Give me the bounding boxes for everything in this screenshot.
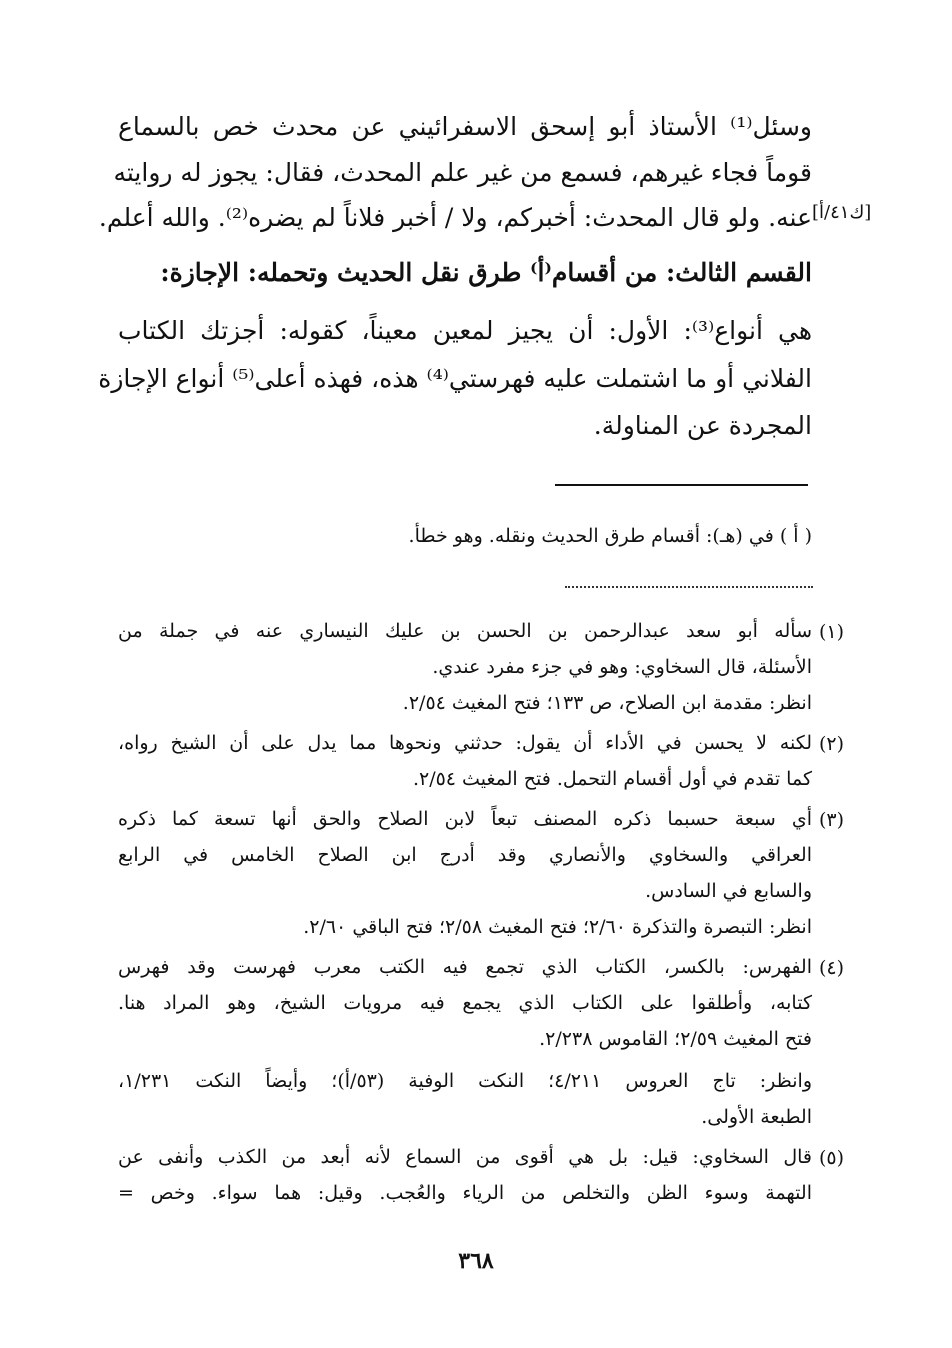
footnote-number: (٥) bbox=[818, 1147, 844, 1169]
body-line: الفلاني أو ما اشتملت عليه فهرستي⁽⁴⁾ هذه، فهذه أعلى⁽⁵⁾ أنواع الإجازة bbox=[98, 364, 812, 393]
body-line: عنه. ولو قال المحدث: أخبركم، ولا / أخبر فلاناً لم يضره⁽²⁾. والله أعلم. bbox=[98, 203, 812, 232]
footnote-line: وانظر: تاج العروس ٤/٢١١؛ النكت الوفية (٥٣/أ)؛ وأيضاً النكت ١/٢٣١، bbox=[118, 1070, 812, 1092]
manuscript-folio-ref: [ك٤١/أ] bbox=[812, 202, 872, 223]
page-number: ٣٦٨ bbox=[458, 1248, 494, 1274]
footnote-line: انظر: التبصرة والتذكرة ٢/٦٠؛ فتح المغيث ٢/٥٨؛ فتح الباقي ٢/٦٠. bbox=[303, 916, 812, 938]
footnote-number: (٤) bbox=[818, 957, 844, 979]
footnote-number: (٢) bbox=[818, 733, 844, 755]
footnote-line: كتابه، وأطلقوا على الكتاب الذي يجمع فيه مرويات الشيخ، وهو المراد هنا. bbox=[118, 992, 812, 1014]
footnote-line: والسابع في السادس. bbox=[645, 880, 812, 902]
body-line: هي أنواع⁽³⁾: الأول: أن يجيز لمعين معيناً، كقوله: أجزتك الكتاب bbox=[118, 316, 812, 345]
dotted-separator bbox=[565, 586, 813, 588]
body-line: المجردة عن المناولة. bbox=[593, 411, 812, 440]
section-heading: القسم الثالث: من أقسام⁽أ⁾ طرق نقل الحديث وتحمله: الإجازة: bbox=[160, 258, 812, 287]
footnote-line: الأسئلة، قال السخاوي: وهو في جزء مفرد عندي. bbox=[432, 656, 812, 678]
variant-note: ( أ ) في (هـ): أقسام طرق الحديث ونقله. وهو خطأ. bbox=[408, 525, 812, 547]
footnote-line: العراقي والسخاوي والأنصاري وقد أدرج ابن الصلاح الخامس في الرابع bbox=[118, 844, 812, 866]
footnote-line: التهمة وسوء الظن والتخلص من الرياء والعُجب. وقيل: هما سواء. وخص = bbox=[118, 1182, 812, 1204]
footnote-line: لكنه لا يحسن في الأداء أن يقول: حدثني ونحوها مما يدل على أن الشيخ رواه، bbox=[118, 732, 812, 754]
footnote-line: أي سبعة حسبما ذكره المصنف تبعاً لابن الصلاح والحق أنها تسعة كما ذكره bbox=[118, 808, 812, 830]
footnote-line: الطبعة الأولى. bbox=[701, 1106, 812, 1128]
body-line: قوماً فجاء غيرهم، فسمع من غير علم المحدث، فقال: يجوز له روايته bbox=[113, 158, 812, 187]
footnote-line: كما تقدم في أول أقسام التحمل. فتح المغيث ٢/٥٤. bbox=[412, 768, 812, 790]
footnote-separator bbox=[555, 484, 808, 486]
footnote-line: انظر: مقدمة ابن الصلاح، ص ١٣٣؛ فتح المغيث ٢/٥٤. bbox=[402, 692, 812, 714]
footnote-line: الفهرس: بالكسر، الكتاب الذي تجمع فيه الكتب معرب فهرست وقد فهرس bbox=[118, 956, 812, 978]
footnote-number: (٣) bbox=[818, 809, 844, 831]
footnote-line: فتح المغيث ٢/٥٩؛ القاموس ٢/٢٣٨. bbox=[539, 1028, 812, 1050]
footnote-line: سأله أبو سعد عبدالرحمن بن الحسن بن عليك النيساري عنه في جملة من bbox=[118, 620, 812, 642]
body-line: وسئل⁽¹⁾ الأستاذ أبو إسحق الاسفرائيني عن محدث خص بالسماع bbox=[118, 112, 812, 141]
footnote-line: قال السخاوي: قيل: بل هي أقوى من السماع لأنه أبعد من الكذب وأنفى عن bbox=[118, 1146, 812, 1168]
footnote-number: (١) bbox=[818, 621, 844, 643]
